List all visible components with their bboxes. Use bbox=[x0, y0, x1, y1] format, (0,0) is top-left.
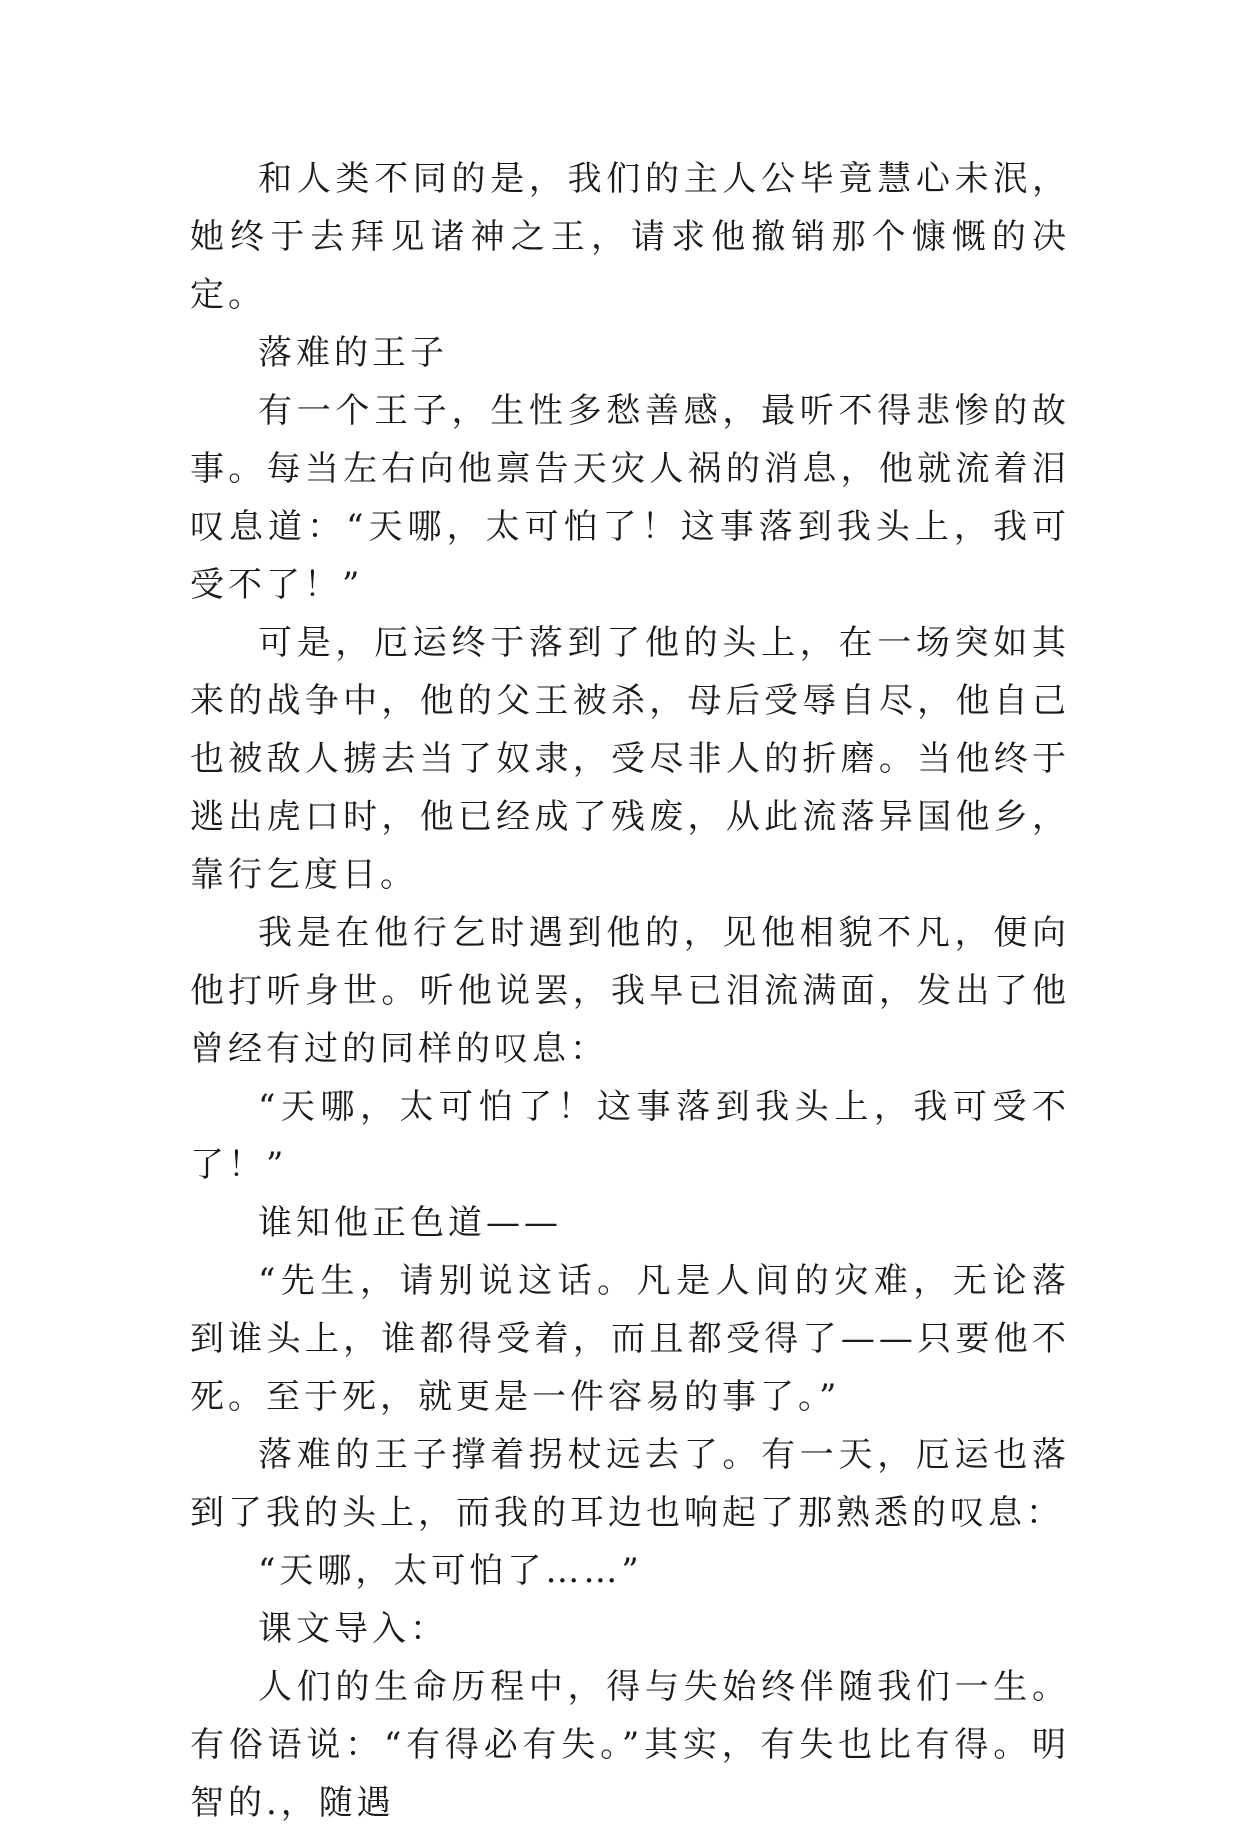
paragraph-quote-sigh: “天哪，太可怕了！这事落到我头上，我可受不了！” bbox=[190, 1087, 1070, 1185]
paragraph-gain-loss: 人们的生命历程中，得与失始终伴随我们一生。有俗语说：“有得必有失。”其实，有失也比有得。明智的.，随遇 bbox=[190, 1667, 1070, 1823]
paragraph-prince-reply-intro: 谁知他正色道—— bbox=[258, 1203, 562, 1243]
paragraph-misfortune: 可是，厄运终于落到了他的头上，在一场突如其来的战争中，他的父王被杀，母后受辱自尽，他自己也被敌人掳去当了奴隶，受尽非人的折磨。当他终于逃出虎口时，他已经成了残废，从此流落异国他乡，靠行乞度日。 bbox=[190, 623, 1070, 895]
document-body bbox=[190, 150, 1070, 1832]
paragraph-intro-ending: 和人类不同的是，我们的主人公毕竟慧心未泯，她终于去拜见诸神之王，请求他撤销那个慷慨的决定。 bbox=[190, 159, 1070, 315]
paragraph-quote-short-sigh: “天哪，太可怕了……” bbox=[258, 1551, 643, 1591]
paragraph-prince-sensitive: 有一个王子，生性多愁善感，最听不得悲惨的故事。每当左右向他禀告天灾人祸的消息，他就流着泪叹息道：“天哪，太可怕了！这事落到我头上，我可受不了！” bbox=[190, 391, 1070, 605]
section-title-fallen-prince: 落难的王子 bbox=[258, 333, 448, 373]
paragraph-prince-leaves: 落难的王子撑着拐杖远去了。有一天，厄运也落到了我的头上，而我的耳边也响起了那熟悉的叹息： bbox=[190, 1435, 1070, 1533]
section-label-lesson-intro: 课文导入： bbox=[258, 1609, 448, 1649]
paragraph-meeting-prince: 我是在他行乞时遇到他的，见他相貌不凡，便向他打听身世。听他说罢，我早已泪流满面，发出了他曾经有过的同样的叹息： bbox=[190, 913, 1070, 1069]
paragraph-prince-reply: “先生，请别说这话。凡是人间的灾难，无论落到谁头上，谁都得受着，而且都受得了——只要他不死。至于死，就更是一件容易的事了。” bbox=[190, 1261, 1070, 1417]
